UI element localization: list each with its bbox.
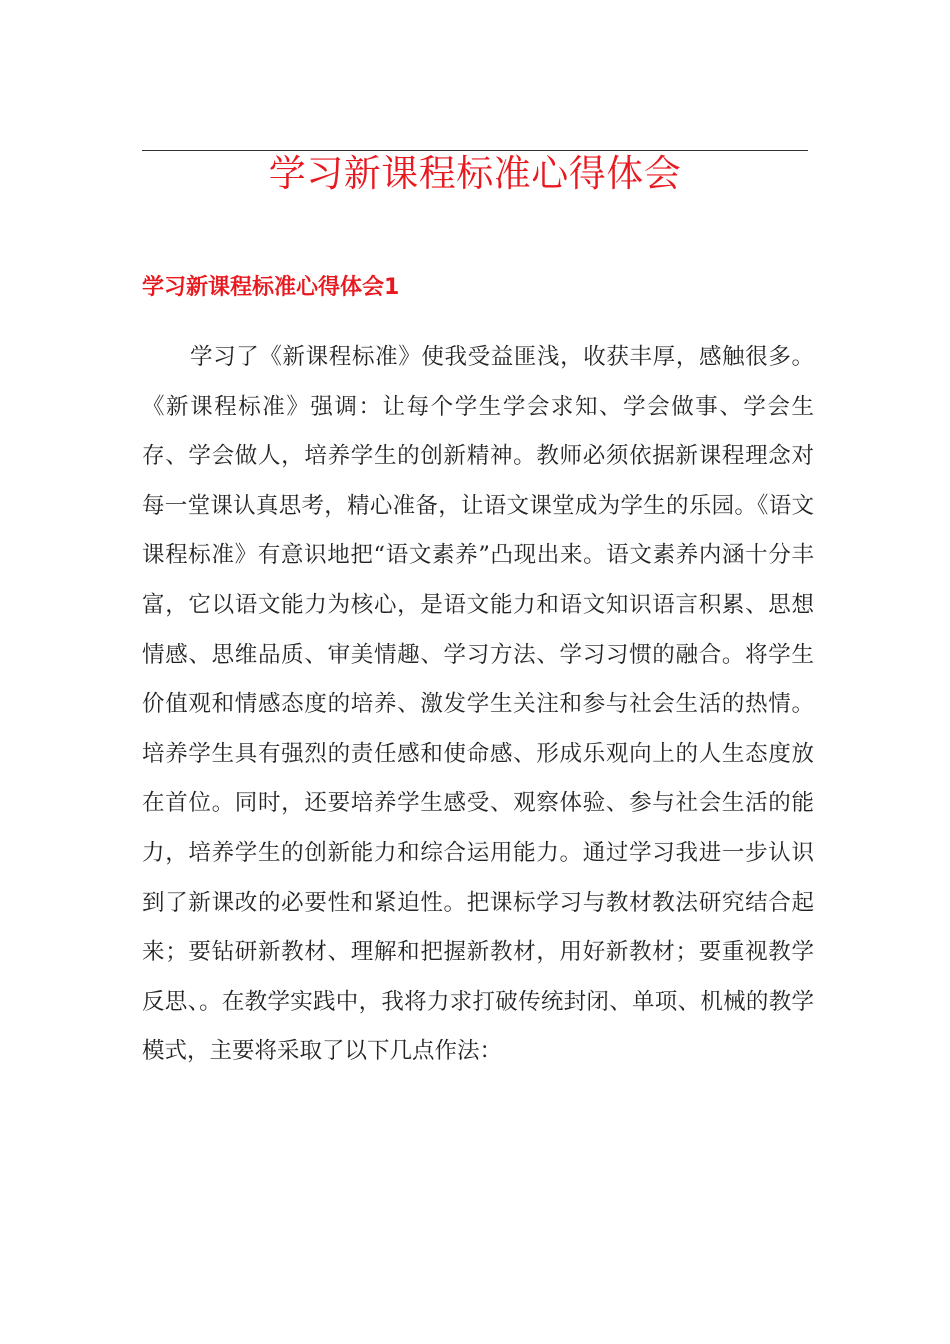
section-heading: 学习新课程标准心得体会1 <box>142 275 400 300</box>
document-title: 学习新课程标准心得体会 <box>268 152 682 195</box>
body-paragraph: 学习了《新课程标准》使我受益匪浅，收获丰厚，感触很多。《新课程标准》强调：让每个学生学会求知、学会做事、学会生存、学会做人，培养学生的创新精神。教师必须依据新课程理念对每一堂课认真思考，精心准备，让语文课堂成为学生的乐园。《语文课程标准》有意识地把“语文素养”凸现出来。语文素养内涵十分丰富，它以语文能力为核心，是语文能力和语文知识语言积累、思想情感、思维品质、审美情趣、学习方法、学习习惯的融合。将学生价值观和情感态度的培养、激发学生关注和参与社会生活的热情。培养学生具有强烈的责任感和使命感、形成乐观向上的人生态度放在首位。同时，还要培养学生感受、观察体验、参与社会生活的能力，培养学生的创新能力和综合运用能力。通过学习我进一步认识到了新课改的必要性和紧迫性。把课标学习与教材教法研究结合起来；要钻研新教材、理解和把握新教材，用好新教材；要重视教学反思、。在教学实践中，我将力求打破传统封闭、单项、机械的教学模式，主要将采取了以下几点作法： <box>142 344 814 1065</box>
